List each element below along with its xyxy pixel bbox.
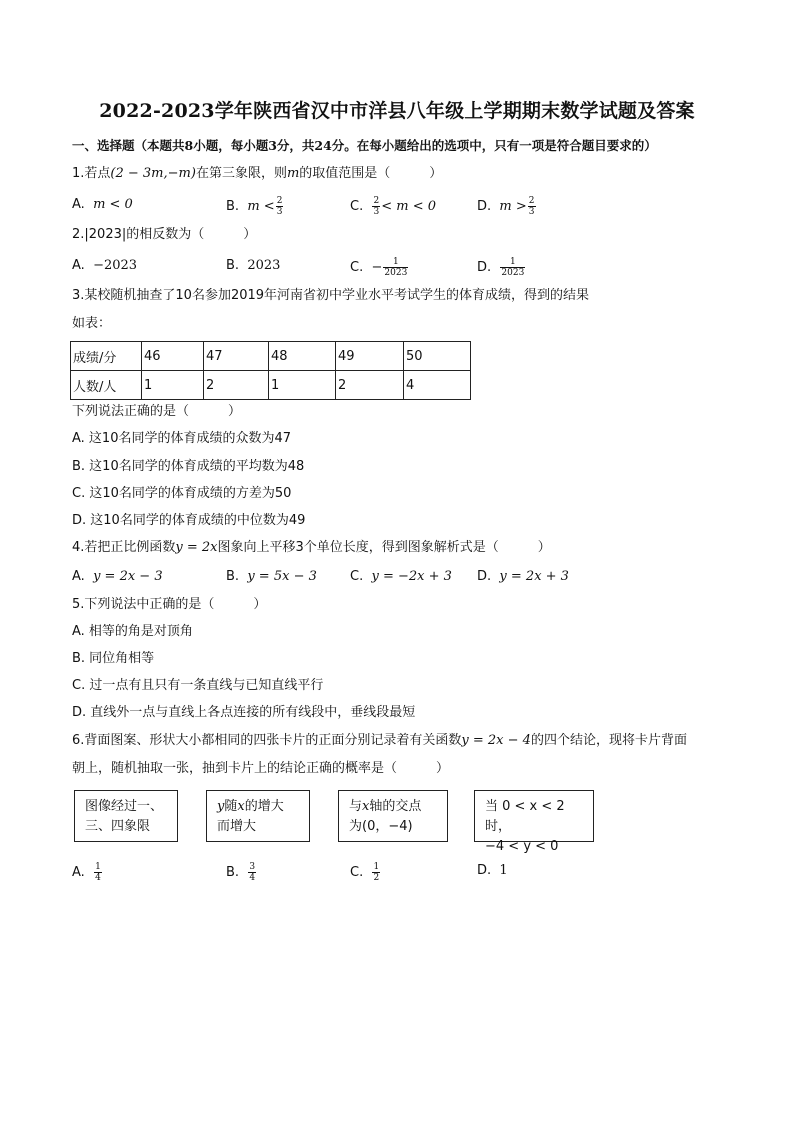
score-table: [70, 341, 471, 400]
question-6-stem: [72, 732, 687, 750]
option-value: m >: [499, 199, 527, 214]
question-3-prompt: 下列说法正确的是（ ）: [72, 404, 242, 419]
q4-func: y = 2x: [175, 540, 218, 555]
option-label: A.: [72, 569, 85, 584]
q6-option-d[interactable]: [477, 862, 508, 880]
question-2-stem: 2.|2023|的相反数为（ ）: [72, 227, 257, 242]
table-cell: 人数/人: [71, 371, 142, 400]
q1-option-d[interactable]: [477, 196, 537, 217]
q6-func: y = 2x − 4: [461, 733, 531, 748]
table-cell: 成绩/分: [71, 342, 142, 371]
q4-option-d[interactable]: [477, 568, 569, 586]
question-5-stem: 5.下列说法中正确的是（ ）: [72, 597, 267, 612]
q5-option-d[interactable]: D. 直线外一点与直线上各点连接的所有线段中，垂线段最短: [72, 705, 416, 720]
option-label: D.: [477, 260, 492, 275]
q1-text: 在第三象限，则: [195, 166, 287, 181]
option-value: −2023: [93, 258, 138, 273]
q2-option-c[interactable]: [350, 257, 409, 278]
q4-text: 4.若把正比例函数: [72, 540, 176, 555]
card-text: −4 < y < 0: [485, 839, 559, 854]
fraction: $\frac{1}{2023}$: [501, 257, 525, 278]
q2-option-b[interactable]: [226, 257, 280, 275]
q3-option-a[interactable]: A. 这10名同学的体育成绩的众数为47: [72, 431, 292, 446]
fraction: $\frac{1}{4}$: [95, 862, 101, 883]
q1-option-a[interactable]: [72, 196, 133, 214]
table-cell: 46: [142, 342, 204, 371]
q1-text: 的取值范围是（ ）: [299, 166, 443, 181]
fraction: $\frac{1}{2}$: [373, 862, 380, 883]
option-label: C.: [350, 865, 364, 880]
fraction: $\frac{2}{3}$: [528, 196, 535, 217]
q6-option-b[interactable]: [226, 862, 257, 883]
question-4-stem: [72, 539, 551, 557]
q5-option-b[interactable]: B. 同位角相等: [72, 651, 155, 666]
option-label: A.: [72, 258, 85, 273]
option-value: < m < 0: [381, 199, 436, 214]
option-label: B.: [226, 199, 240, 214]
minus-sign: −: [371, 260, 383, 275]
q4-option-c[interactable]: [350, 568, 452, 586]
table-cell: 1: [142, 371, 204, 400]
table-cell: 1: [269, 371, 336, 400]
option-value: 1: [499, 863, 508, 878]
q6-text: 6.背面图案、形状大小都相同的四张卡片的正面分别记录着有关函数: [72, 733, 462, 748]
q1-point: (2 − 3m,−m): [110, 166, 196, 181]
option-label: D.: [477, 569, 492, 584]
question-3-stem: 3.某校随机抽查了10名参加2019年河南省初中学业水平考试学生的体育成绩，得到的结果: [72, 288, 590, 303]
option-label: C.: [350, 199, 364, 214]
card-text: 而增大: [217, 819, 257, 834]
q6-option-c[interactable]: [350, 862, 381, 883]
option-label: B.: [226, 865, 240, 880]
card-1[interactable]: [74, 790, 178, 842]
option-value: 2023: [247, 258, 281, 273]
card-text: 当 0 < x < 2 时，: [485, 799, 565, 834]
option-label: C.: [350, 569, 364, 584]
q6-option-a[interactable]: [72, 862, 103, 883]
card-text: 为(0，−4): [349, 819, 413, 834]
option-label: D.: [477, 199, 492, 214]
table-cell: 4: [404, 371, 471, 400]
q3-option-d[interactable]: D. 这10名同学的体育成绩的中位数为49: [72, 513, 306, 528]
option-label: A.: [72, 197, 85, 212]
table-cell: 50: [404, 342, 471, 371]
q6-text: 的四个结论，现将卡片背面: [530, 733, 687, 748]
table-row: [71, 342, 471, 371]
option-label: C.: [350, 260, 364, 275]
fraction: $\frac{3}{4}$: [249, 862, 256, 883]
q2-option-d[interactable]: [477, 257, 526, 278]
fraction: $\frac{1}{2023}$: [384, 257, 408, 278]
option-label: A.: [72, 865, 85, 880]
page-title: 2022-2023学年陕西省汉中市洋县八年级上学期期末数学试题及答案: [99, 100, 695, 122]
q1-option-b[interactable]: [226, 196, 284, 217]
q2-option-a[interactable]: [72, 257, 137, 275]
fraction: $\frac{2}{3}$: [373, 196, 380, 217]
table-cell: 2: [204, 371, 269, 400]
option-label: B.: [226, 258, 240, 273]
option-value: m < 0: [93, 197, 133, 212]
card-text: 与x轴的交点: [349, 799, 422, 814]
table-cell: 47: [204, 342, 269, 371]
option-label: D.: [477, 863, 492, 878]
q3-option-b[interactable]: B. 这10名同学的体育成绩的平均数为48: [72, 459, 305, 474]
option-value: y = 2x + 3: [499, 569, 569, 584]
card-4[interactable]: [474, 790, 594, 854]
card-text: 三、四象限: [85, 819, 151, 834]
table-cell: 2: [336, 371, 404, 400]
question-3-stem-cont: 如表：: [72, 316, 112, 331]
option-value: y = 2x − 3: [93, 569, 163, 584]
q4-option-b[interactable]: [226, 568, 317, 586]
q4-text: 图象向上平移3个单位长度，得到图象解析式是（ ）: [217, 540, 551, 555]
card-text: 图像经过一、: [85, 799, 164, 814]
q4-option-a[interactable]: [72, 568, 163, 586]
card-text: y随x的增大: [217, 799, 284, 814]
card-2[interactable]: [206, 790, 310, 842]
card-3[interactable]: [338, 790, 448, 842]
q3-option-c[interactable]: C. 这10名同学的体育成绩的方差为50: [72, 486, 292, 501]
q1-var: m: [286, 166, 300, 181]
option-label: B.: [226, 569, 240, 584]
question-6-stem-cont: 朝上，随机抽取一张，抽到卡片上的结论正确的概率是（ ）: [72, 761, 450, 776]
q1-text: 1.若点: [72, 166, 111, 181]
section-heading: 一、选择题（本题共8小题，每小题3分，共24分。在每小题给出的选项中，只有一项是符合题目要求的）: [72, 138, 657, 153]
option-value: y = −2x + 3: [371, 569, 452, 584]
q5-option-a[interactable]: A. 相等的角是对顶角: [72, 624, 193, 639]
q5-option-c[interactable]: C. 过一点有且只有一条直线与已知直线平行: [72, 678, 324, 693]
table-row: [71, 371, 471, 400]
table-cell: 49: [336, 342, 404, 371]
question-1-stem: [72, 165, 442, 183]
q1-option-c[interactable]: [350, 196, 436, 217]
fraction: $\frac{2}{3}$: [276, 196, 283, 217]
table-cell: 48: [269, 342, 336, 371]
option-value: m <: [247, 199, 275, 214]
option-value: y = 5x − 3: [247, 569, 317, 584]
